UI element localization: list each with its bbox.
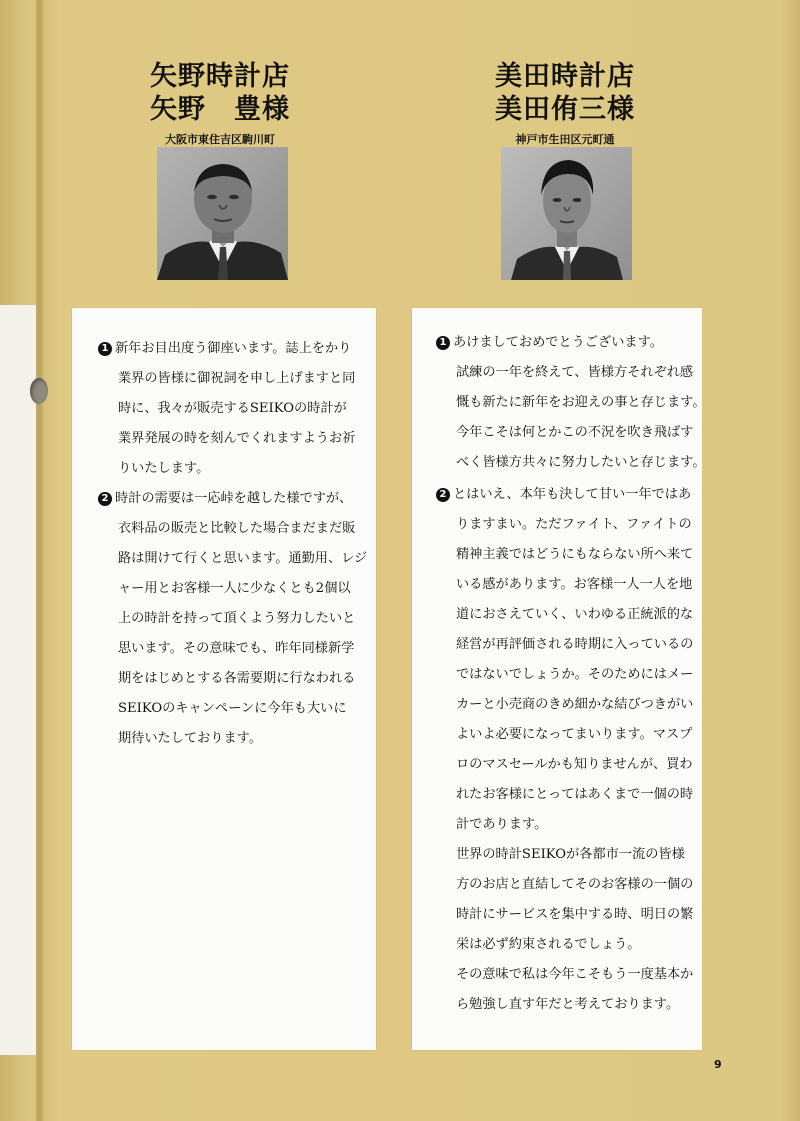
text-line: 期待いたしております。	[118, 731, 263, 746]
text-line: 業界発展の時を刻んでくれますようお祈	[118, 431, 356, 446]
text-line: SEIKOのキャンペーンに今年も大いに	[118, 701, 347, 716]
facing-page-edge	[0, 305, 36, 1055]
text-line: 経営が再評価される時期に入っているの	[456, 637, 694, 652]
text-line: 業界の皆様に御祝詞を申し上げますと同	[118, 371, 356, 386]
left-shop-name: 矢野時計店	[150, 61, 290, 92]
text-line: 衣料品の販売と比較した場合まだまだ販	[118, 521, 356, 536]
text-line: 思います。その意味でも、昨年同様新学	[118, 641, 355, 656]
left-message-panel	[72, 308, 376, 1050]
left-portrait-photo	[157, 147, 288, 280]
text-line: その意味で私は今年こそもう一度基本か	[456, 967, 694, 982]
text-line: ら勉強し直す年だと考えております。	[456, 997, 680, 1012]
text-line: 1 新年お目出度う御座います。誌上をかり	[98, 334, 355, 364]
right-shop-name: 美田時計店	[495, 61, 635, 92]
left-person-name: 矢野 豊様	[150, 94, 290, 125]
left-address: 大阪市東住吉区駒川町	[165, 133, 275, 146]
text-line: カーと小売商のきめ細かな結びつきがい	[456, 697, 694, 712]
text-line: 路は開けて行くと思います。通勤用、レジ	[118, 551, 368, 566]
number-marker: 2	[436, 488, 450, 502]
right-header	[475, 60, 655, 147]
text-line: 試練の一年を終えて、皆様方それぞれ感	[456, 365, 694, 380]
right-person-name: 美田侑三様	[495, 94, 635, 125]
text-line: 計であります。	[456, 817, 548, 832]
text-line: 時計にサービスを集中する時、明日の繁	[456, 907, 694, 922]
text-line: ャー用とお客様一人に少なくとも2個以	[118, 581, 351, 596]
left-paragraph-2	[98, 484, 367, 754]
text-line: 期をはじめとする各需要期に行なわれる	[118, 671, 356, 686]
right-portrait-photo	[501, 147, 632, 280]
text-line: 時に、我々が販売するSEIKOの時計が	[118, 401, 347, 416]
text-line: 1 あけましておめでとうございます。	[436, 328, 706, 358]
page-number: 9	[714, 1058, 722, 1071]
number-marker: 2	[98, 492, 112, 506]
text-line: 栄は必ず約束されるでしょう。	[456, 937, 641, 952]
text-line: べく皆様方共々に努力したいと存じます。	[456, 455, 706, 470]
right-paragraph-1	[436, 328, 706, 478]
text-line: 世界の時計SEIKOが各都市一流の皆様	[456, 847, 685, 862]
left-header	[130, 60, 310, 147]
text-line: ロのマスセールかも知りませんが、買わ	[456, 757, 693, 772]
text-line: れたお客様にとってはあくまで一個の時	[456, 787, 694, 802]
binding-spine	[36, 0, 44, 1121]
text-line: りますまい。ただファイト、ファイトの	[456, 517, 692, 532]
text-line: りいたします。	[118, 461, 210, 476]
text-line: 上の時計を持って頂くよう努力したいと	[118, 611, 356, 626]
text-line: 今年こそは何とかこの不況を吹き飛ばす	[456, 425, 694, 440]
text-line: ではないでしょうか。そのためにはメー	[456, 667, 694, 682]
number-marker: 1	[98, 342, 112, 356]
text-line: 精神主義ではどうにもならない所へ来て	[456, 547, 694, 562]
text-line: 2 とはいえ、本年も決して甘い一年ではあ	[436, 480, 693, 510]
right-message-panel	[412, 308, 706, 1050]
text-line: いる感があります。お客様一人一人を地	[456, 577, 693, 592]
text-line: 慨も新たに新年をお迎えの事と存じます。	[456, 395, 706, 410]
right-paragraph-2	[436, 480, 693, 1020]
text-line: 方のお店と直結してそのお客様の一個の	[456, 877, 694, 892]
left-paragraph-1	[98, 334, 355, 484]
text-line: 2 時計の需要は一応峠を越した様ですが、	[98, 484, 367, 514]
text-line: 道におさえていく、いわゆる正統派的な	[456, 607, 694, 622]
right-address: 神戸市生田区元町通	[515, 133, 615, 146]
binding-hole	[30, 378, 48, 404]
text-line: よいよ必要になってまいります。マスプ	[456, 727, 693, 742]
number-marker: 1	[436, 336, 450, 350]
